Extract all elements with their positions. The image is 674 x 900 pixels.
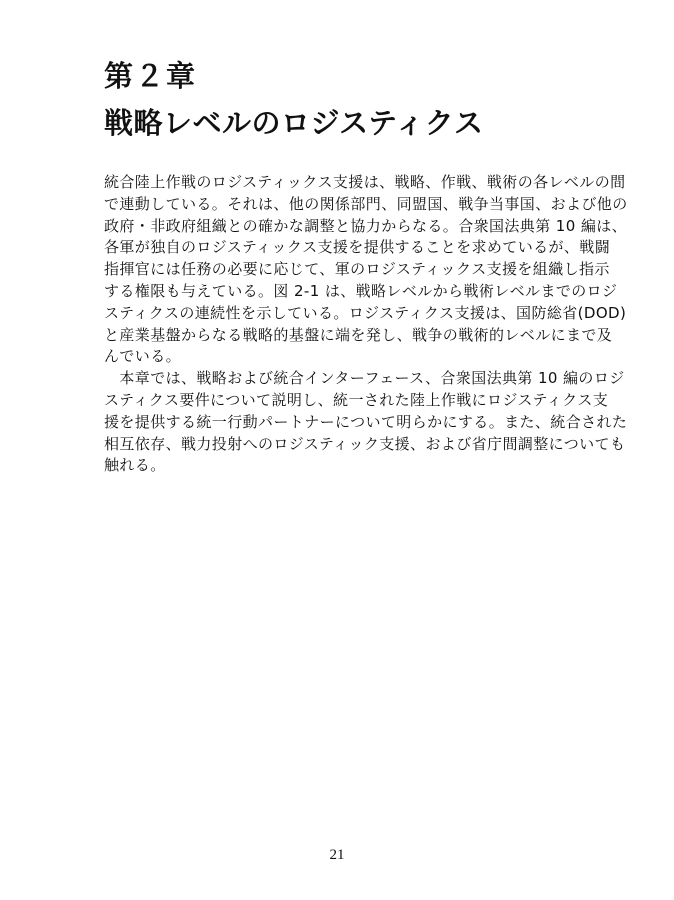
page-number: 21 (329, 847, 345, 863)
body-line: 触れる。 (104, 456, 166, 475)
body-line: と産業基盤からなる戦略的基盤に端を発し、戦争の戦術的レベルにまで及 (104, 325, 613, 344)
body-line: する権限も与えている。図 2-1 は、戦略レベルから戦術レベルまでのロジ (104, 281, 618, 300)
body-line: 政府・非政府組織との確かな調整と協力からなる。合衆国法典第 10 編は、 (104, 216, 628, 235)
chapter-number: 第２章 (104, 59, 198, 93)
body-line: スティクス要件について説明し、統一された陸上作戦にロジスティクス支 (104, 390, 609, 409)
body-line: 統合陸上作戦のロジスティックス支援は、戦略、作戦、戦術の各レベルの間 (104, 173, 626, 191)
body-line: 指揮官には任務の必要に応じて、軍のロジスティックス支援を組織し指示 (104, 260, 610, 279)
body-line: んでいる。 (104, 347, 182, 366)
body-line: 援を提供する統一行動パートナーについて明らかにする。また、統合された (104, 412, 628, 431)
body-line: で連動している。それは、他の関係部門、同盟国、戦争当事国、および他の (104, 194, 628, 213)
body-line: スティクスの連続性を示している。ロジスティクス支援は、国防総省(DOD) (104, 303, 627, 322)
body-line: 本章では、戦略および統合インターフェース、合衆国法典第 10 編のロジ (104, 369, 625, 388)
chapter-title: 戦略レベルのロジスティクス (104, 106, 484, 140)
body-line: 相互依存、戦力投射へのロジスティック支援、および省庁間調整についても (104, 434, 626, 453)
body-line: 各軍が独自のロジスティックス支援を提供することを求めているが、戦闘 (104, 238, 611, 257)
body-text (104, 172, 628, 477)
